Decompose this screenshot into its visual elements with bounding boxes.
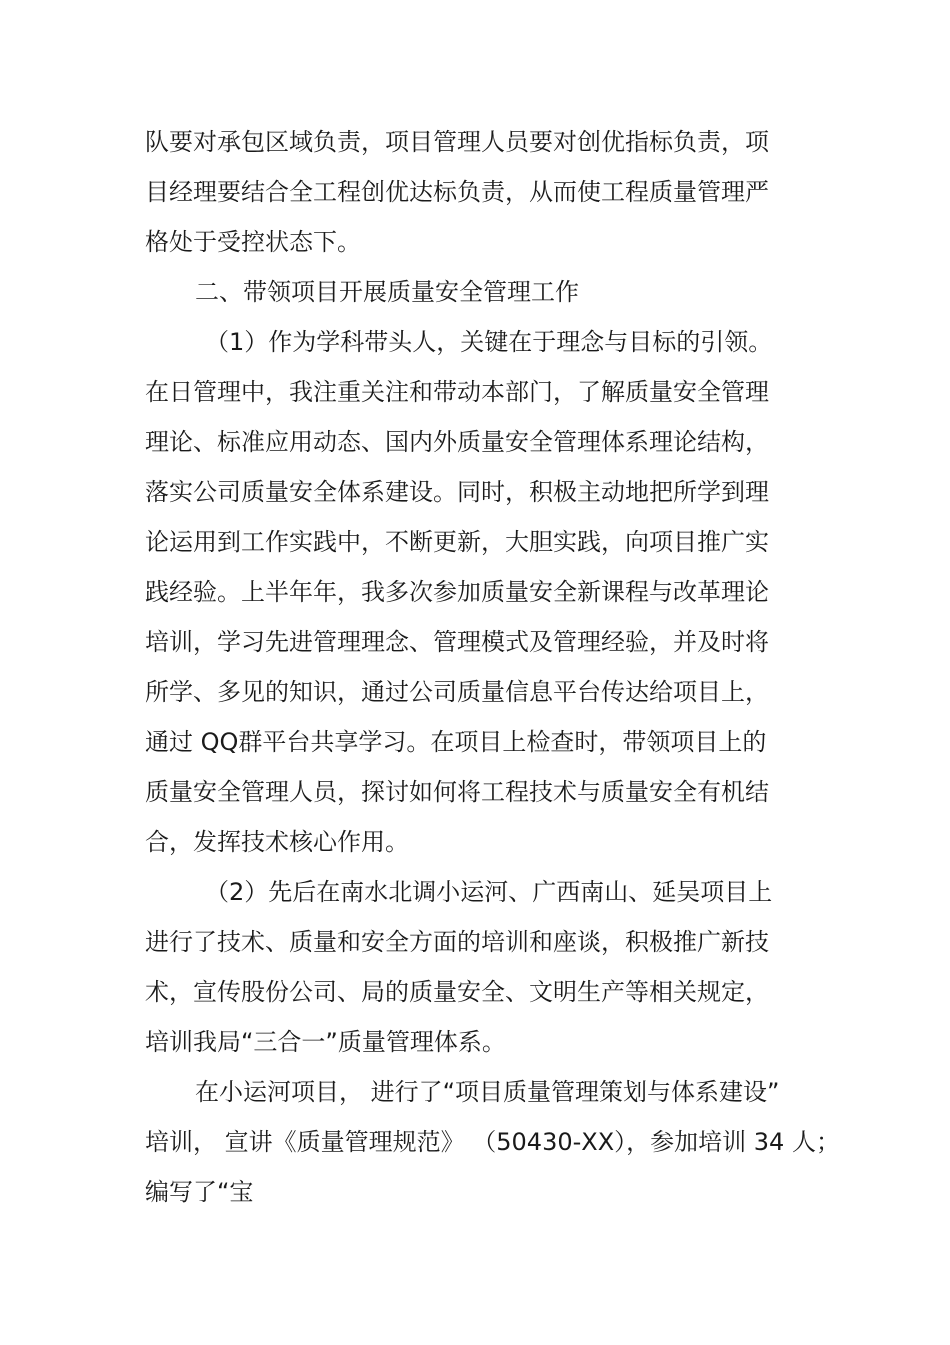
paragraph-line: 编写了“宝 xyxy=(145,1178,254,1206)
paragraph-line: 落实公司质量安全体系建设。同时，积极主动地把所学到理 xyxy=(145,478,769,506)
paragraph-line: 质量安全管理人员，探讨如何将工程技术与质量安全有机结 xyxy=(145,778,769,806)
paragraph-line: 所学、多见的知识，通过公司质量信息平台传达给项目上， xyxy=(145,678,769,706)
paragraph-line: 格处于受控状态下。 xyxy=(145,228,361,256)
paragraph-line: 理论、标准应用动态、国内外质量安全管理体系理论结构， xyxy=(145,428,769,456)
paragraph-line: 进行了技术、质量和安全方面的培训和座谈，积极推广新技 xyxy=(145,928,769,956)
paragraph-line: （1）作为学科带头人，关键在于理念与目标的引领。 xyxy=(205,328,773,356)
section-heading: 二、带领项目开展质量安全管理工作 xyxy=(195,278,579,306)
paragraph-line: （2）先后在南水北调小运河、广西南山、延吴项目上 xyxy=(205,878,773,906)
paragraph-line: 论运用到工作实践中，不断更新，大胆实践，向项目推广实 xyxy=(145,528,769,556)
paragraph-line: 合，发挥技术核心作用。 xyxy=(145,828,409,856)
paragraph-line: 培训，学习先进管理理念、管理模式及管理经验，并及时将 xyxy=(145,628,769,656)
paragraph-line: 培训， 宣讲《质量管理规范》 （50430-XX），参加培训 34 人； xyxy=(145,1128,840,1156)
paragraph-line: 目经理要结合全工程创优达标负责，从而使工程质量管理严 xyxy=(145,178,769,206)
paragraph-line: 术，宣传股份公司、局的质量安全、文明生产等相关规定， xyxy=(145,978,769,1006)
paragraph-line: 践经验。上半年年，我多次参加质量安全新课程与改革理论 xyxy=(145,578,769,606)
paragraph-line: 在小运河项目， 进行了“项目质量管理策划与体系建设” xyxy=(195,1078,780,1106)
paragraph-line: 通过 QQ群平台共享学习。在项目上检查时，带领项目上的 xyxy=(145,728,767,756)
paragraph-line: 队要对承包区域负责，项目管理人员要对创优指标负责，项 xyxy=(145,128,769,156)
paragraph-line: 在日管理中，我注重关注和带动本部门，了解质量安全管理 xyxy=(145,378,769,406)
paragraph-line: 培训我局“三合一”质量管理体系。 xyxy=(145,1028,506,1056)
